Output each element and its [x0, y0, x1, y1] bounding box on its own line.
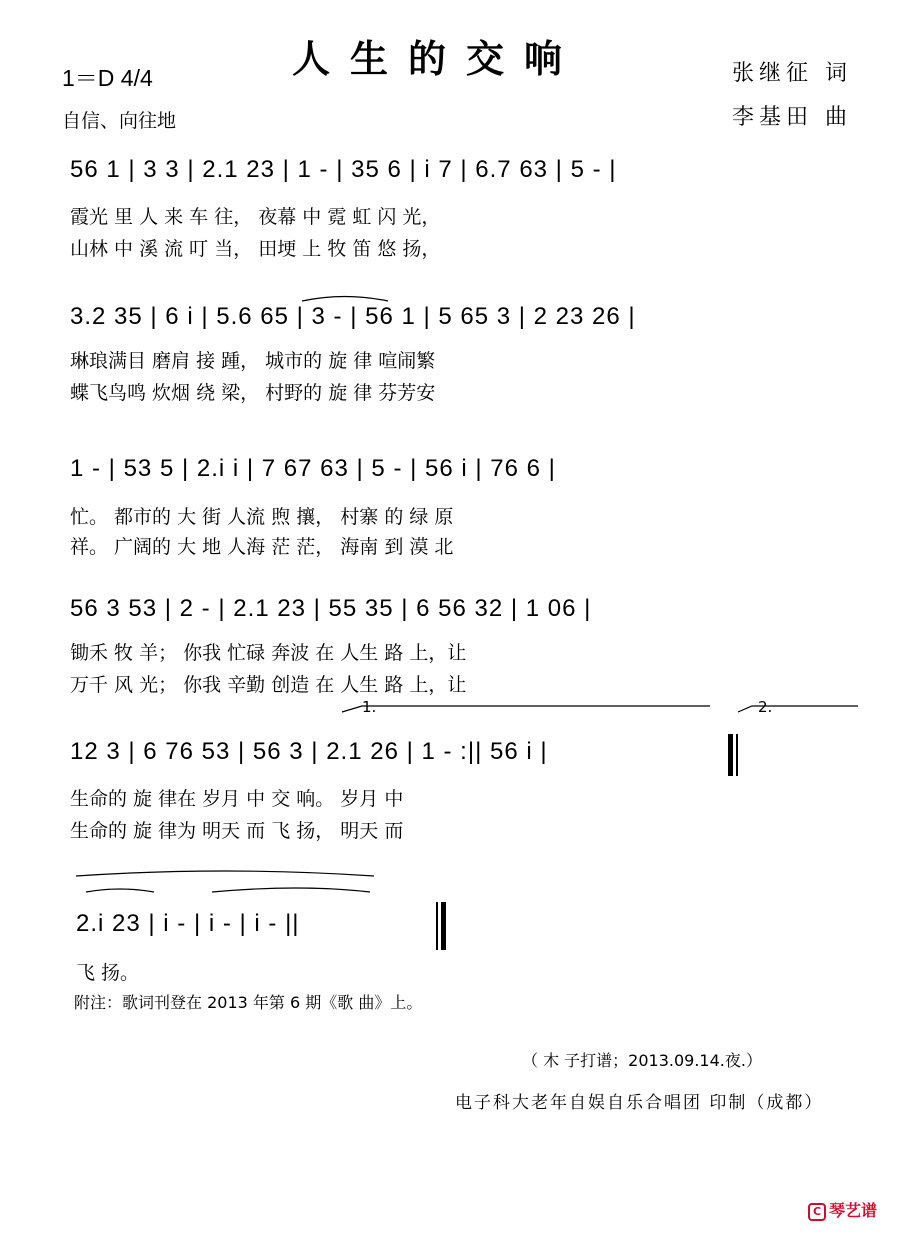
volta-1-label: 1.: [362, 698, 377, 716]
final-barline-thick: [441, 902, 446, 950]
staff-line-4-notes: 56 3 53 | 2 - | 2.1 23 | 55 35 | 6 56 32 | 1 06 |: [70, 595, 592, 622]
repeat-barline-thick: [728, 734, 733, 776]
lyricist-credit: 张继征 词: [732, 61, 852, 86]
watermark-text: 琴艺谱: [829, 1201, 878, 1220]
staff-line-4-lyrics-verse2: 万千 风 光； 你我 辛勤 创造 在 人生 路 上，让: [70, 674, 467, 696]
staff-line-5-lyrics-verse2: 生命的 旋 律为 明天 而 飞 扬， 明天 而: [70, 820, 404, 842]
composer-credit: 李基田 曲: [732, 105, 852, 130]
transcriber-credit: （ 木 子打谱；2013.09.14.夜.）: [522, 1051, 762, 1070]
expression-marking: 自信、向往地: [62, 110, 177, 132]
volta-1-bracket: [342, 706, 710, 712]
staff-line-3-notes: 1 - | 53 5 | 2.i i | 7 67 63 | 5 - | 56 i | 76 6 |: [70, 455, 556, 482]
staff-line-1-lyrics-verse2: 山林 中 溪 流 叮 当， 田埂 上 牧 笛 悠 扬，: [70, 238, 441, 260]
staff-line-3-lyrics-verse2: 祥。 广阔的 大 地 人海 茫 茫， 海南 到 漠 北: [70, 536, 454, 558]
final-barline-thin: [436, 902, 438, 950]
printer-credit: 电子科大老年自娱自乐合唱团 印制（成都）: [455, 1093, 824, 1113]
staff-line-3-lyrics-verse1: 忙。 都市的 大 街 人流 煦 攘， 村寨 的 绿 原: [70, 506, 454, 528]
song-title: 人生的交响: [292, 36, 583, 81]
volta-2-bracket: [738, 706, 858, 712]
slur: [76, 871, 374, 876]
staff-line-6-notes: 2.i 23 | i - | i - | i - ||: [76, 910, 300, 937]
staff-line-2-notes: 3.2 35 | 6 i | 5.6 65 | 3 - | 56 1 | 5 65 3 | 2 23 26 |: [70, 303, 636, 330]
staff-line-4-lyrics-verse1: 锄禾 牧 羊； 你我 忙碌 奔波 在 人生 路 上，让: [70, 642, 467, 664]
watermark-logo: [808, 1198, 877, 1221]
volta-2-label: 2.: [758, 698, 773, 716]
staff-line-2-lyrics-verse2: 蝶飞鸟鸣 炊烟 绕 梁， 村野的 旋 律 芬芳安: [70, 382, 436, 404]
staff-line-2-lyrics-verse1: 琳琅满目 磨肩 接 踵， 城市的 旋 律 喧闹繁: [70, 350, 436, 372]
footnote: 附注：歌词刊登在 2013 年第 6 期《歌 曲》上。: [74, 993, 423, 1012]
staff-line-1-lyrics-verse1: 霞光 里 人 来 车 往， 夜幕 中 霓 虹 闪 光，: [70, 206, 441, 228]
staff-line-6-lyrics-verse1: 飞 扬。: [76, 962, 140, 984]
staff-line-5-lyrics-verse1: 生命的 旋 律在 岁月 中 交 响。 岁月 中: [70, 788, 404, 810]
staff-line-1-notes: 56 1 | 3 3 | 2.1 23 | 1 - | 35 6 | i 7 | 6.7 63 | 5 - |: [70, 156, 617, 183]
repeat-barline-thin: [736, 734, 738, 776]
staff-line-5-notes: 12 3 | 6 76 53 | 56 3 | 2.1 26 | 1 - :|| 56 i |: [70, 738, 548, 765]
tie: [86, 889, 154, 892]
slur: [302, 297, 388, 302]
tie: [212, 888, 370, 892]
key-signature: 1＝D 4/4: [62, 65, 153, 91]
logo-icon: C: [808, 1203, 826, 1221]
